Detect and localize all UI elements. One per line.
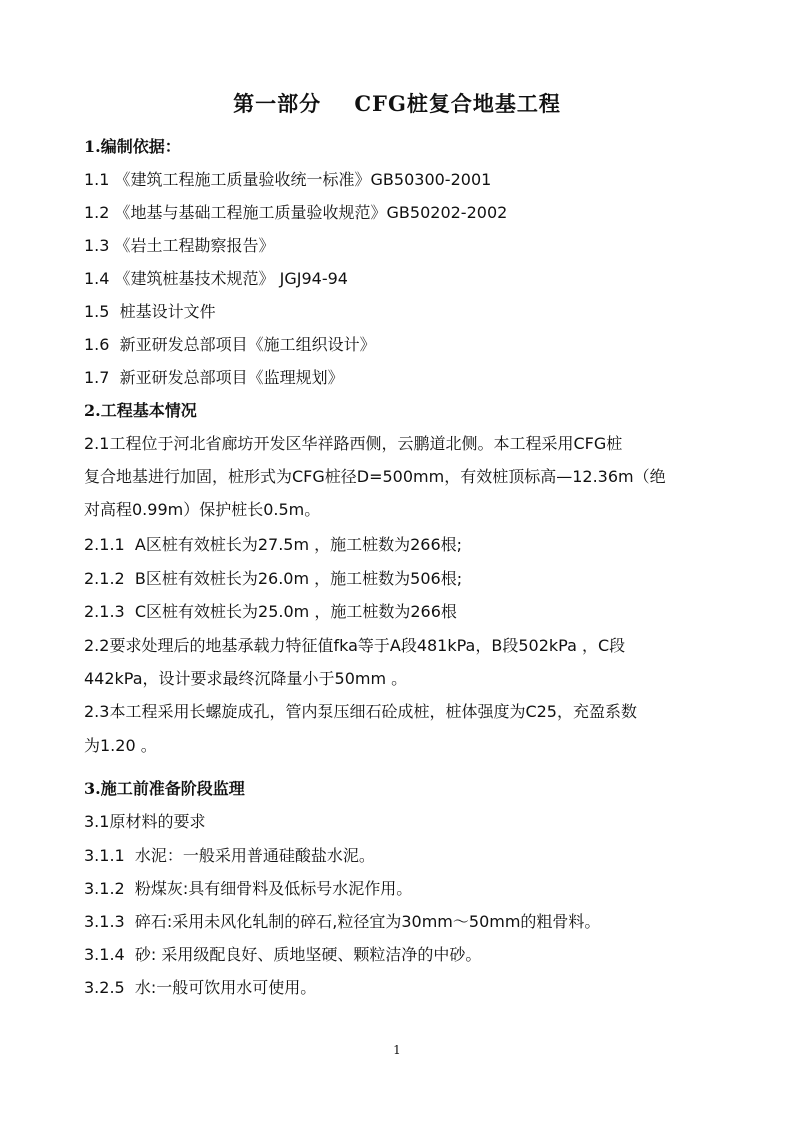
- paragraph-line: 2.3本工程采用长螺旋成孔，管内泵压细石砼成桩，桩体强度为C25，充盈系数: [84, 702, 637, 721]
- paragraph-line: 3.2.5 水:一般可饮用水可使用。: [84, 978, 317, 997]
- paragraph-line: 3.1.3 碎石:采用未风化轧制的碎石,粒径宜为30mm～50mm的粗骨料。: [84, 912, 601, 931]
- paragraph-line: 442kPa，设计要求最终沉降量小于50mm 。: [84, 669, 408, 688]
- paragraph-line: 对高程0.99m）保护桩长0.5m。: [84, 500, 321, 519]
- reference-item: 1.6 新亚研发总部项目《施工组织设计》: [84, 335, 376, 354]
- paragraph-line: 3.1.4 砂: 采用级配良好、质地坚硬、颗粒洁净的中砂。: [84, 945, 482, 964]
- reference-item: 1.1 《建筑工程施工质量验收统一标准》GB50300-2001: [84, 170, 492, 189]
- paragraph-line: 为1.20 。: [84, 736, 157, 755]
- section-3-heading: 3.施工前准备阶段监理: [84, 779, 245, 798]
- paragraph-line: 3.1.1 水泥：一般采用普通硅酸盐水泥。: [84, 846, 375, 865]
- reference-item: 1.5 桩基设计文件: [84, 302, 216, 321]
- reference-item: 1.3 《岩土工程勘察报告》: [84, 236, 275, 255]
- paragraph-line: 2.1.2 B区桩有效桩长为26.0m ，施工桩数为506根;: [84, 569, 463, 588]
- paragraph-line: 3.1.2 粉煤灰:具有细骨料及低标号水泥作用。: [84, 879, 413, 898]
- page-number: 1: [393, 1043, 401, 1057]
- paragraph-line: 3.1原材料的要求: [84, 812, 206, 831]
- paragraph-line: 复合地基进行加固，桩形式为CFG桩径D=500mm，有效桩顶标高—12.36m（绝: [84, 467, 666, 486]
- paragraph-line: 2.2要求处理后的地基承载力特征值fka等于A段481kPa，B段502kPa ，C段: [84, 636, 626, 655]
- section-1-heading: 1.编制依据：: [84, 137, 181, 156]
- section-2-heading: 2.工程基本情况: [84, 401, 197, 420]
- paragraph-line: 2.1.3 C区桩有效桩长为25.0m ，施工桩数为266根: [84, 602, 457, 621]
- reference-item: 1.7 新亚研发总部项目《监理规划》: [84, 368, 344, 387]
- paragraph-line: 2.1工程位于河北省廊坊开发区华祥路西侧，云鹏道北侧。本工程采用CFG桩: [84, 434, 623, 453]
- reference-item: 1.2 《地基与基础工程施工质量验收规范》GB50202-2002: [84, 203, 508, 222]
- document-title: 第一部分 CFG桩复合地基工程: [233, 91, 561, 116]
- reference-item: 1.4 《建筑桩基技术规范》 JGJ94-94: [84, 269, 348, 288]
- paragraph-line: 2.1.1 A区桩有效桩长为27.5m ，施工桩数为266根;: [84, 535, 463, 554]
